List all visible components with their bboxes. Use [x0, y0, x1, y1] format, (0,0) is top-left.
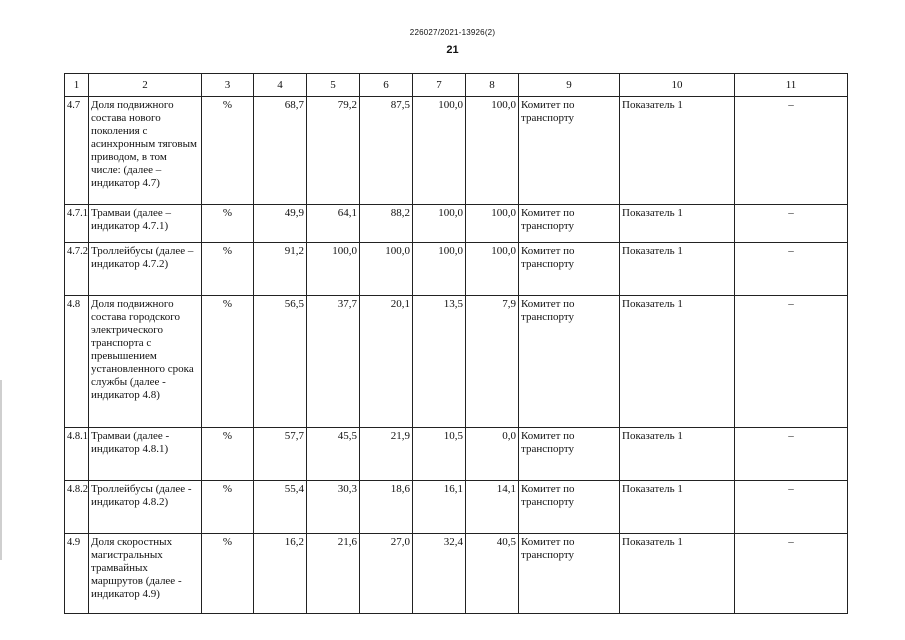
cell-note: – — [735, 428, 848, 481]
cell-v5: 100,0 — [466, 205, 519, 243]
cell-unit: % — [202, 428, 254, 481]
cell-v3: 88,2 — [360, 205, 413, 243]
cell-unit: % — [202, 481, 254, 534]
cell-executor: Комитет по транспорту — [519, 296, 620, 428]
table-row — [65, 243, 848, 296]
column-header: 6 — [360, 74, 413, 97]
column-header: 2 — [89, 74, 202, 97]
cell-note: – — [735, 534, 848, 614]
cell-indicator: Показатель 1 — [620, 243, 735, 296]
cell-name: Трамваи (далее – индикатор 4.7.1) — [89, 205, 202, 243]
cell-unit: % — [202, 205, 254, 243]
cell-v4: 100,0 — [413, 205, 466, 243]
cell-v4: 13,5 — [413, 296, 466, 428]
cell-code: 4.8 — [65, 296, 89, 428]
document-id: 226027/2021-13926(2) — [409, 28, 496, 37]
cell-indicator: Показатель 1 — [620, 481, 735, 534]
cell-v3: 18,6 — [360, 481, 413, 534]
cell-name: Доля подвижного состава городского электрического транспорта с превышением установленного срока службы (далее - индикатор 4.8) — [89, 296, 202, 428]
cell-note: – — [735, 296, 848, 428]
cell-indicator: Показатель 1 — [620, 296, 735, 428]
cell-v3: 20,1 — [360, 296, 413, 428]
cell-v2: 45,5 — [307, 428, 360, 481]
cell-executor: Комитет по транспорту — [519, 205, 620, 243]
cell-code: 4.7 — [65, 97, 89, 205]
cell-v3: 27,0 — [360, 534, 413, 614]
cell-indicator: Показатель 1 — [620, 428, 735, 481]
cell-name: Трамваи (далее - индикатор 4.8.1) — [89, 428, 202, 481]
column-header: 7 — [413, 74, 466, 97]
cell-code: 4.8.1 — [65, 428, 89, 481]
cell-v1: 56,5 — [254, 296, 307, 428]
cell-name: Доля подвижного состава нового поколения с асинхронным тяговым приводом, в том числе: (далее – индикатор 4.7) — [89, 97, 202, 205]
cell-v2: 100,0 — [307, 243, 360, 296]
cell-note: – — [735, 205, 848, 243]
cell-v1: 57,7 — [254, 428, 307, 481]
cell-executor: Комитет по транспорту — [519, 428, 620, 481]
table-row — [65, 534, 848, 614]
cell-v4: 32,4 — [413, 534, 466, 614]
cell-v3: 21,9 — [360, 428, 413, 481]
cell-v1: 55,4 — [254, 481, 307, 534]
cell-v2: 37,7 — [307, 296, 360, 428]
column-header: 11 — [735, 74, 848, 97]
cell-code: 4.7.1 — [65, 205, 89, 243]
cell-v1: 91,2 — [254, 243, 307, 296]
indicators-table — [64, 73, 848, 614]
cell-note: – — [735, 243, 848, 296]
table-row — [65, 428, 848, 481]
cell-v2: 79,2 — [307, 97, 360, 205]
table-row — [65, 97, 848, 205]
column-header: 9 — [519, 74, 620, 97]
cell-v4: 16,1 — [413, 481, 466, 534]
column-header: 1 — [65, 74, 89, 97]
cell-indicator: Показатель 1 — [620, 534, 735, 614]
cell-unit: % — [202, 97, 254, 205]
cell-v5: 100,0 — [466, 97, 519, 205]
cell-v1: 49,9 — [254, 205, 307, 243]
cell-name: Троллейбусы (далее – индикатор 4.7.2) — [89, 243, 202, 296]
table-header-row — [65, 74, 848, 97]
page-number: 21 — [446, 44, 459, 56]
cell-code: 4.8.2 — [65, 481, 89, 534]
column-header: 4 — [254, 74, 307, 97]
cell-v5: 14,1 — [466, 481, 519, 534]
cell-name: Доля скоростных магистральных трамвайных маршрутов (далее - индикатор 4.9) — [89, 534, 202, 614]
cell-v4: 10,5 — [413, 428, 466, 481]
cell-v1: 68,7 — [254, 97, 307, 205]
cell-executor: Комитет по транспорту — [519, 481, 620, 534]
cell-v5: 100,0 — [466, 243, 519, 296]
cell-name: Троллейбусы (далее - индикатор 4.8.2) — [89, 481, 202, 534]
cell-v2: 21,6 — [307, 534, 360, 614]
cell-unit: % — [202, 534, 254, 614]
cell-indicator: Показатель 1 — [620, 205, 735, 243]
cell-v5: 7,9 — [466, 296, 519, 428]
cell-indicator: Показатель 1 — [620, 97, 735, 205]
cell-v2: 30,3 — [307, 481, 360, 534]
table-row — [65, 205, 848, 243]
cell-v4: 100,0 — [413, 243, 466, 296]
table-row — [65, 481, 848, 534]
cell-v5: 0,0 — [466, 428, 519, 481]
table-row — [65, 296, 848, 428]
cell-code: 4.9 — [65, 534, 89, 614]
cell-code: 4.7.2 — [65, 243, 89, 296]
column-header: 8 — [466, 74, 519, 97]
cell-unit: % — [202, 296, 254, 428]
cell-executor: Комитет по транспорту — [519, 243, 620, 296]
cell-unit: % — [202, 243, 254, 296]
cell-note: – — [735, 481, 848, 534]
cell-executor: Комитет по транспорту — [519, 534, 620, 614]
column-header: 3 — [202, 74, 254, 97]
column-header: 5 — [307, 74, 360, 97]
table-body — [65, 74, 848, 614]
cell-v3: 87,5 — [360, 97, 413, 205]
cell-v5: 40,5 — [466, 534, 519, 614]
scan-edge-mark — [0, 380, 2, 560]
cell-v3: 100,0 — [360, 243, 413, 296]
cell-v2: 64,1 — [307, 205, 360, 243]
cell-note: – — [735, 97, 848, 205]
cell-v4: 100,0 — [413, 97, 466, 205]
cell-v1: 16,2 — [254, 534, 307, 614]
cell-executor: Комитет по транспорту — [519, 97, 620, 205]
column-header: 10 — [620, 74, 735, 97]
